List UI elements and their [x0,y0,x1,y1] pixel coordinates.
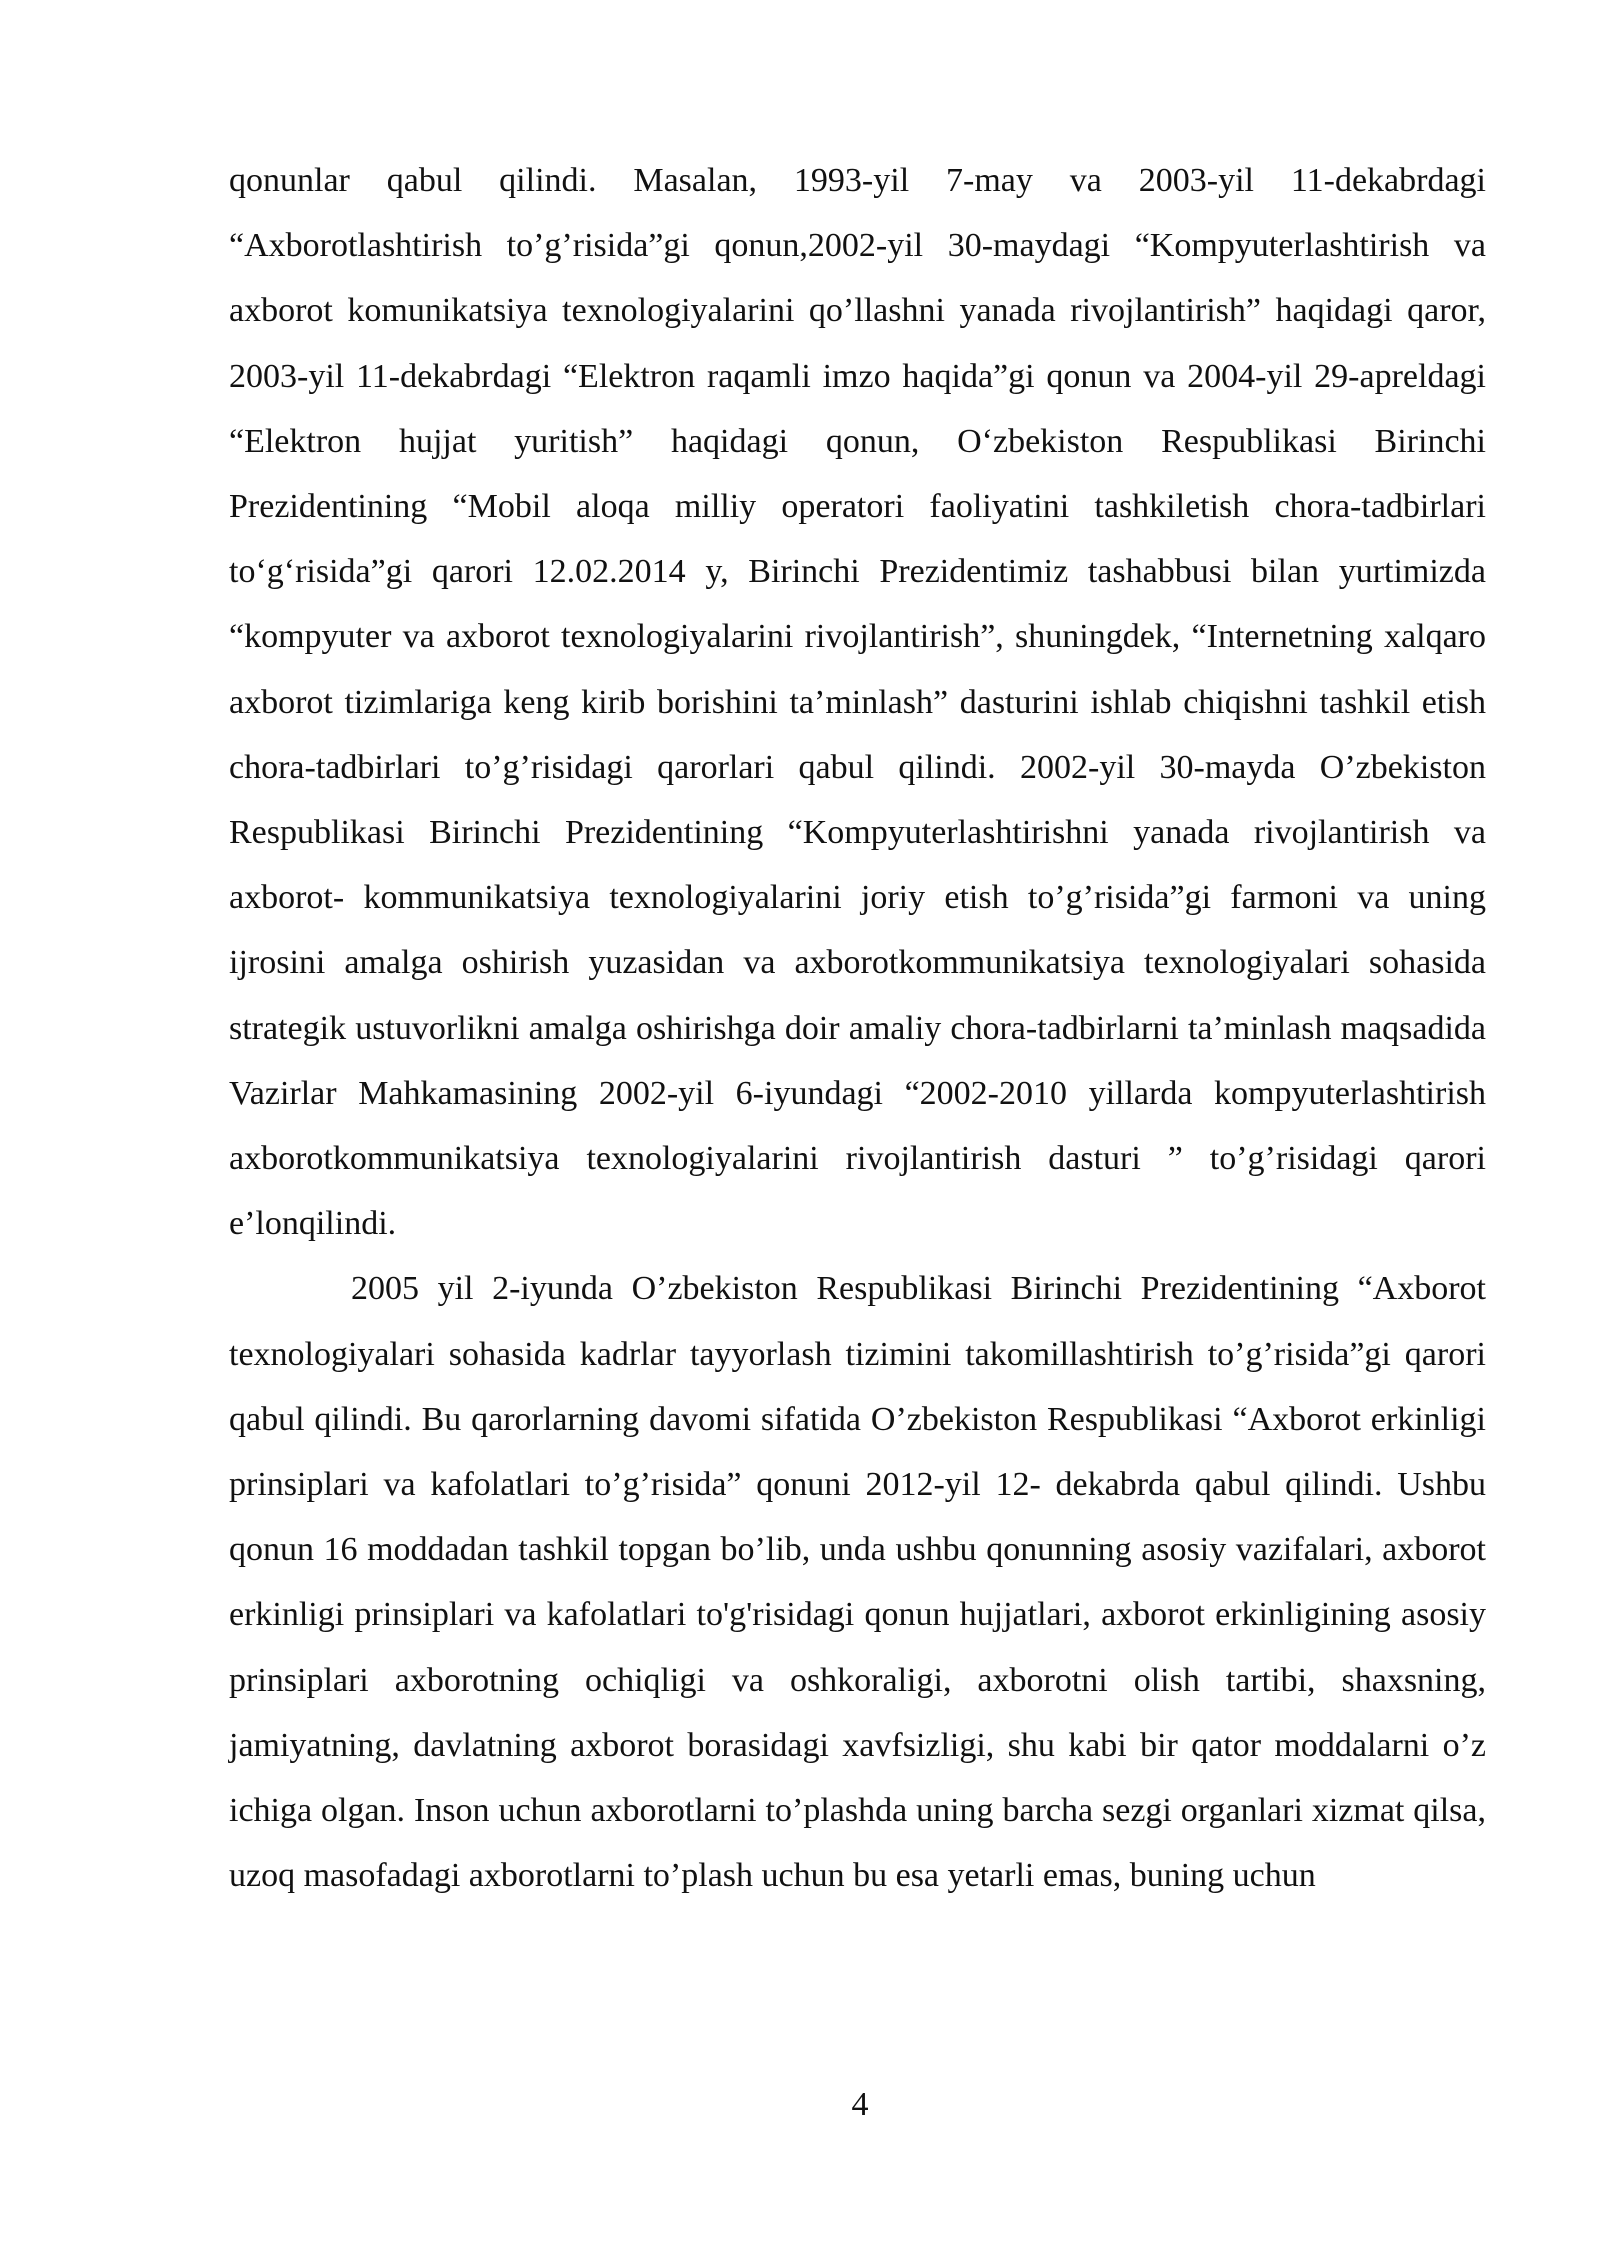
page-number: 4 [851,2086,869,2123]
body-text [229,148,1486,1908]
paragraph-1: qonunlar qabul qilindi. Masalan, 1993-yil 7-may va 2003-yil 11-dekabrdagi “Axborotlashtirish to’g’risida”gi qonun,2002-yil 30-maydagi “Kompyuterlashtirish va axborot komunikatsiya texnologiyalarini qo’llashni yanada rivojlantirish” haqidagi qaror, 2003-yil 11-dekabrdagi “Elektron raqamli imzo haqida”gi qonun va 2004-yil 29-apreldagi “Elektron hujjat yuritish” haqidagi qonun, O‘zbekiston Respublikasi Birinchi Prezidentining “Mobil aloqa milliy operatori faoliyatini tashkiletish chora-tadbirlari to‘g‘risida”gi qarori 12.02.2014 y, Birinchi Prezidentimiz tashabbusi bilan yurtimizda “kompyuter va axborot texnologiyalarini rivojlantirish”, shuningdek, “Internetning xalqaro axborot tizimlariga keng kirib borishini ta’minlash” dasturini ishlab chiqishni tashkil etish chora-tadbirlari to’g’risidagi qarorlari qabul qilindi. 2002-yil 30-mayda O’zbekiston Respublikasi Birinchi Prezidentining “Kompyuterlashtirishni yanada rivojlantirish va axborot- kommunikatsiya texnologiyalarini joriy etish to’g’risida”gi farmoni va uning ijrosini amalga oshirish yuzasidan va axborotkommunikatsiya texnologiyalari sohasida strategik ustuvorlikni amalga oshirishga doir amaliy chora-tadbirlarni ta’minlash maqsadida Vazirlar Mahkamasining 2002-yil 6-iyundagi “2002-2010 yillarda kompyuterlashtirish axborotkommunikatsiya texnologiyalarini rivojlantirish dasturi ” to’g’risidagi qarori e’lonqilindi. [229,162,1486,1243]
paragraph-2: 2005 yil 2-iyunda O’zbekiston Respublikasi Birinchi Prezidentining “Axborot texnologiyalari sohasida kadrlar tayyorlash tizimini takomillashtirish to’g’risida”gi qarori qabul qilindi. Bu qarorlarning davomi sifatida O’zbekiston Respublikasi “Axborot erkinligi prinsiplari va kafolatlari to’g’risida” qonuni 2012-yil 12- dekabrda qabul qilindi. Ushbu qonun 16 moddadan tashkil topgan bo’lib, unda ushbu qonunning asosiy vazifalari, axborot erkinligi prinsiplari va kafolatlari to'g'risidagi qonun hujjatlari, axborot erkinligining asosiy prinsiplari axborotning ochiqligi va oshkoraligi, axborotni olish tartibi, shaxsning, jamiyatning, davlatning axborot borasidagi xavfsizligi, shu kabi bir qator moddalarni o’z ichiga olgan. Inson uchun axborotlarni to’plashda uning barcha sezgi organlari xizmat qilsa, uzoq masofadagi axborotlarni to’plash uchun bu esa yetarli emas, buning uchun [229,1270,1486,1895]
